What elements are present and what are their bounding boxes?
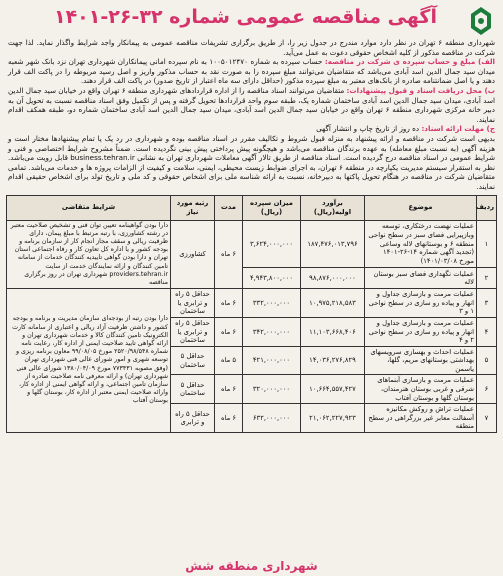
row-number: ۳ [477, 289, 497, 318]
row-deposit: ۶۳۲,۰۰۰,۰۰۰ [243, 404, 301, 433]
section-a-title: الف) مبلغ و حساب سپرده ی شرکت در مناقصه: [324, 57, 495, 67]
row-estimate: ۲۱,۰۶۲,۲۲۷,۹۲۳ [301, 404, 365, 433]
row-subject: عملیات مرمت و بازسازی آبنماهای شرقی و غربی بوستان هنرمندان، بوستان گلها و بوستان آفتاب [365, 375, 477, 404]
section-b [8, 86, 495, 124]
row-duration: ۶ ماه [215, 404, 243, 433]
row-estimate: ۹۸,۸۷۶,۰۰۰,۰۰۰ [301, 268, 365, 289]
row-number: ۷ [477, 404, 497, 433]
row-conditions: دارا بودن رتبه از بودجه‌ای سازمان مدیریت و برنامه و بودجه کشور و داشتن ظرفیت آزاد ریالی و اعتباری از سامانه کارت الکترونیک تامین کنندگان کالا و خدمات شهرداری تهران و ارائه گواهی تایید صلاحیت ایمنی از اداره کار، رعایت نامه شماره ۲۵۲۰/۹۸/۵۴۸ مورخ ۹۹/۰۸/۰۵ معاون برنامه ریزی و توسعه شهری و امور شورای عالی فنی شهرداری تهران (وفق مصوبه ۷۷۳۴۳۱ مورخ ۱۳۸۰/۰۴/۰۹ شورای عالی فنی شهرداری تهران) و ارائه معرفی نامه صلاحیت صادره از سازمان تامین اجتماعی، و ارائه گواهی ایمنی از اداره کار، وارائه صلاحیت ایمنی معتبر از اداره کار، بوستان گلها و بوستان آفتاب [7, 289, 171, 433]
tehran-municipality-logo-icon [469, 6, 493, 36]
section-c [8, 124, 495, 134]
row-deposit: ۳۴۲,۰۰۰,۰۰۰ [243, 317, 301, 346]
header-duration: مدت [215, 195, 243, 220]
row-subject: عملیات مرمت و بازسازی جداول و انهار و پیاده رو سازی در سطح نواحی ۱ و ۳ [365, 289, 477, 318]
footer-signature: شهرداری منطقه شش [185, 559, 318, 573]
row-deposit: ۳۲۰,۰۰۰,۰۰۰ [243, 375, 301, 404]
page-title: آگهی مناقصه عمومی شماره ۳۲-۲۶-۱۴۰۱ [53, 6, 437, 28]
intro-text [8, 38, 495, 192]
row-deposit: ۳,۶۲۴,۰۰۰,۰۰۰ [243, 220, 301, 268]
row-rank: حداقل ۵ ساختمان [171, 346, 215, 375]
header-rank: رتبه مورد نیاز [171, 195, 215, 220]
row-subject: عملیات احداث و بهسازی سرویسهای بهداشتی بوستانهای مریم، گلها، یاسمن [365, 346, 477, 375]
header-row-no: ردیف [477, 195, 497, 220]
row-estimate: ۱۴,۰۳۶,۲۷۶,۸۲۹ [301, 346, 365, 375]
row-duration: ۶ ماه [215, 220, 243, 289]
row-number: ۶ [477, 375, 497, 404]
row-duration: ۶ ماه [215, 375, 243, 404]
row-rank: حداقل ۵ راه و ترابری [171, 404, 215, 433]
header-subject: موضوع [365, 195, 477, 220]
section-b-body: متقاضیان می‌توانند اسناد مناقصه را از اداره قراردادهای شهرداری منطقه ۶ تهران واقع در خیابان سید جمال الدین اسد آبادی، میدان سید جمال الدین اسد آبادی ساختمان شماره یک، طبقه سوم واحد قراردادها تحویل گرفته و پس از تکمیل وفق اسناد مناقصه نسبت به تحویل آن به دبیر خانه مرکزی شهرداری منطقه ۶ تهران واقع در خیابان سید جمال الدین اسد آبادی، میدان سید جمال الدین اسد آبادی ساختمان شماره دو، طبقه همکف اقدام نمایند. [8, 85, 495, 124]
section-b-title: ب) محل دریافت اسناد و قبول پیشنهادات: [346, 85, 496, 95]
header-conditions: شرایط متقاضی [7, 195, 171, 220]
header-deposit: میزان سپرده (ریال) [243, 195, 301, 220]
row-rank: حداقل ۵ ساختمان [171, 375, 215, 404]
header-estimate: برآورد اولیه(ریال) [301, 195, 365, 220]
row-rank: کشاورزی [171, 220, 215, 289]
row-duration: ۶ ماه [215, 317, 243, 346]
table-row [7, 220, 497, 268]
section-a-body: حساب سپرده به شماره ۱۰۰۵۰۱۲۴۷۰ به نام سپرده امانی پیمانکاران شهرداری تهران نزد بانک شهر شعبه میدان سید جمال الدین اسد آبادی می‌باشد که متقاضیان می‌توانند مبلغ سپرده را به صورت نقد به حساب مذکور واریز و اصل رسید مربوطه را در پاکت الف قرار دهند و یا اصل ضمانتنامه صادره از بانک‌های معتبر به مبلغ سپرده مذکور (حداقل دارای سه ماه اعتبار از تاریخ صدور) در پاکت الف قرار دهند. [8, 57, 495, 86]
row-number: ۴ [477, 317, 497, 346]
row-subject: عملیات مرمت و بازسازی جداول و انهار و پیاده رو سازی در سطح نواحی ۲ و ۴ [365, 317, 477, 346]
header [6, 4, 497, 38]
tender-table [6, 195, 497, 434]
row-deposit: ۴۲۱,۰۰۰,۰۰۰ [243, 346, 301, 375]
row-number: ۲ [477, 268, 497, 289]
row-subject: عملیات تراش و روکش مکانیزه آسفالت معابر غیر بزرگراهی در سطح منطقه [365, 404, 477, 433]
table-header-row [7, 195, 497, 220]
terms-paragraph: بدیهی است شرکت در مناقصه و ارائه پیشنهاد به منزله قبول شروط و تکالیف مقرر در اسناد مناقصه بوده و شهرداری در رد یک یا تمام پیشنهادها مختار است و هزینه آگهی (به نسبت مبلغ معامله) به عهده برندگان مناقصه می‌باشد و هیچگونه پیش پرداختی پیش بینی نگردیده است. ضمناً مشروح شرایط اختصاصی و فنی و شرایط عمومی در اسناد مناقصه درج گردیده است. اسناد مناقصه از طریق تالار آگهی معاملات شهرداری تهران به نشانی business.tehran.ir قابل رویت می‌باشد. نظر به استقرار سیستم مدیریت یکپارچه در منطقه ۶ تهران، به اجرای ضوابط زیست محیطی، ایمنی، سلامت و کیفیت از الزامات پروژه ها و خدمات می‌باشد. تمامی متقاضیان شرکت در مناقصه در هنگام تحویل پاکتها به دبیرخانه، نسبت به ارائه شناسه ملی برای اشخاص حقوقی و کد ملی و تاریخ تولد برای اشخاص حقیقی اقدام نمایند. [8, 133, 495, 191]
table-row [7, 289, 497, 318]
row-number: ۱ [477, 220, 497, 268]
row-deposit: ۴,۹۴۳,۸۰۰,۰۰۰ [243, 268, 301, 289]
row-subject: عملیات نهضت درختکاری، توسعه وبازپیرایی فضای سبز در سطح نواحی منطقه ۶ و بوستانهای لاله وساعی (تجدید آگهی شماره ۱۴-۲۶-۱۴۰۱ مورخ ۱۴۰۱/۰۳/۰۸) [365, 220, 477, 268]
row-rank: حداقل ۵ راه و ترابری یا ساختمان [171, 289, 215, 318]
row-duration: ۵ ماه [215, 346, 243, 375]
row-subject: عملیات نگهداری فضای سبز بوستان لاله [365, 268, 477, 289]
row-estimate: ۱۰,۶۶۴,۵۵۷,۴۲۷ [301, 375, 365, 404]
row-number: ۵ [477, 346, 497, 375]
row-deposit: ۳۳۲,۰۰۰,۰۰۰ [243, 289, 301, 318]
intro-paragraph: شهرداری منطقه ۶ تهران در نظر دارد موارد مندرج در جدول زیر را، از طریق برگزاری تشریفات مناقصه عمومی به پیمانکار واجد شرایط واگذار نماید. لذا جهت شرکت در مناقصه مذکور از کلیه اشخاص حقوقی دعوت به عمل می‌آید. [8, 38, 495, 57]
section-a [8, 57, 495, 86]
row-rank: حداقل ۵ راه و ترابری یا ساختمان [171, 317, 215, 346]
section-c-title: ج) مهلت ارائه اسناد: [421, 124, 495, 134]
row-duration: ۶ ماه [215, 289, 243, 318]
section-c-body: ده روز از تاریخ چاپ و انتشار آگهی [316, 124, 420, 134]
row-estimate: ۱۸۷,۴۷۶,۰۱۳,۷۹۶ [301, 220, 365, 268]
row-conditions: دارا بودن گواهینامه تعیین توان فنی و تشخیص صلاحیت معتبر در رشته کشاورزی، با رتبه مرتبط با مبلغ پیمان، دارای ظرفیت ریالی و سقف مجاز انجام کار از سازمان برنامه و بودجه کشور و یا اداره کل تعاون کار و رفاه اجتماعی استان تهران و دارا بودن گواهی تاییدیه کنندگان خدمات از سامانه تامین کنندگان و ارائه نمایندگان خدمت از سایت providers.tehran.ir شهرداری تهران در روز برگزاری مناقصه [7, 220, 171, 289]
row-estimate: ۱۱,۱۰۳,۶۶۸,۴۰۶ [301, 317, 365, 346]
row-estimate: ۱۰,۹۷۵,۲۱۸,۵۸۳ [301, 289, 365, 318]
